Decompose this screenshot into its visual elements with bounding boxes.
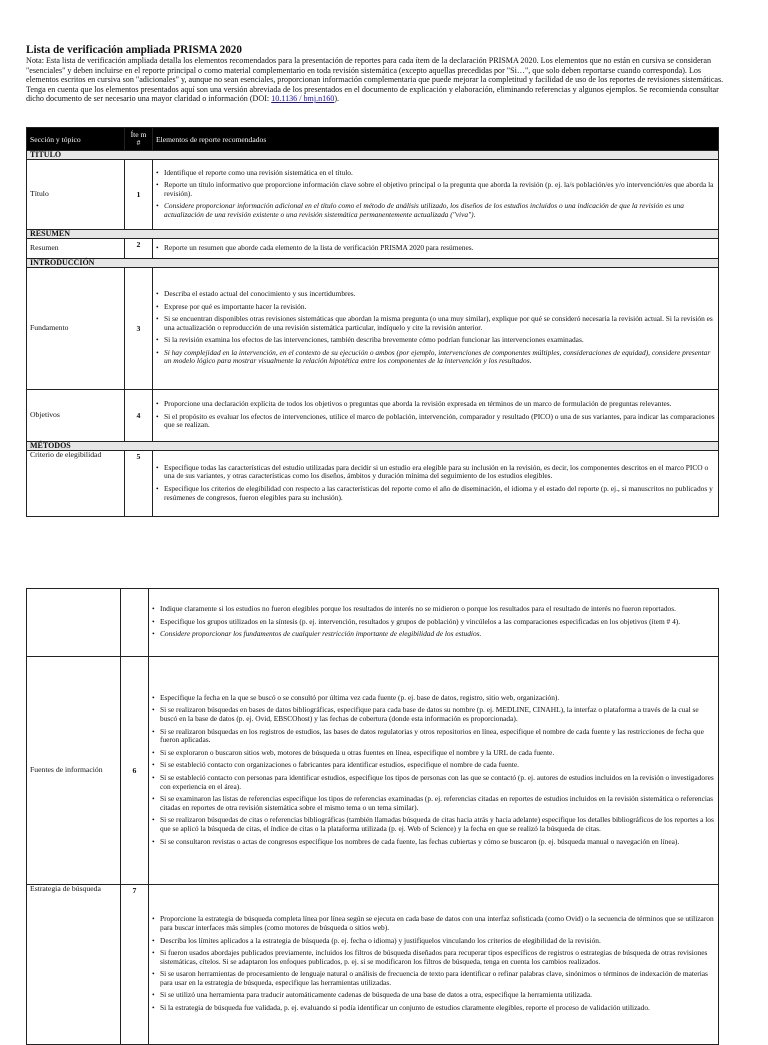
elements-list	[152, 911, 715, 1017]
list-item: • Si se utilizó una herramienta para traducir automáticamente cadenas de búsqueda de una base de datos a otra, especifique la herramienta utilizada.	[152, 991, 715, 1000]
elements-list	[152, 601, 715, 644]
item-number: 3	[125, 268, 153, 390]
list-item: • Si se exploraron o buscaron sitios web, motores de búsqueda u otras fuentes en línea, especifique el nombre y la URL de cada fuente.	[152, 749, 715, 758]
note-end: ).	[334, 94, 340, 104]
elements-list	[156, 396, 715, 435]
checklist-table-continued	[26, 588, 719, 1045]
list-item: • Si se examinaron las listas de referencias especifique los tipos de referencias examinadas (p. ej. referencias citadas en reportes de estudios incluidos en la revisión sistemática o referencias citadas en reportes de otra revisión sistemática sobre el mismo tema o un tema similar).	[152, 795, 715, 812]
item-number: 6	[121, 657, 149, 885]
section-row	[27, 259, 719, 268]
checklist-table	[26, 127, 719, 517]
section-row	[27, 151, 719, 160]
list-item: • Describa los límites aplicados a la estrategia de búsqueda (p. ej. fecha o idioma) y justifíquelos vinculando los criterios de elegibilidad de la revisión.	[152, 937, 715, 946]
document-page-2	[0, 545, 768, 1024]
list-item: • Identifique el reporte como una revisión sistemática en el título.	[156, 169, 715, 178]
list-item: • Si se usaron herramientas de procesamiento de lenguaje natural o análisis de frecuencia de texto para identificar o refinar palabras clave, sinónimos o términos de indexación de materias para usar en la estrategia de búsqueda, especifique las herramientas utilizadas.	[152, 970, 715, 987]
section-row	[27, 230, 719, 239]
document-title: Lista de verificación ampliada PRISMA 2020	[26, 44, 242, 56]
item-number	[121, 589, 149, 657]
list-item: • Indique claramente si los estudios no fueron elegibles porque los resultados de interés no se midieron o porque los resultados para el resultado de interés no fueron reportados.	[152, 605, 715, 614]
list-item: • Si se realizaron búsquedas de citas o referencias bibliográficas (también llamadas búsqueda de citas hacia atrás y hacia adelante) especifique los detalles bibliográficos de los reportes a los que se aplicó la búsqueda de citas, el índice de citas o la plataforma utilizada (p. ej. Web of Science) y la fecha en que se realizó la búsqueda de citas.	[152, 816, 715, 833]
elements-cell	[149, 657, 719, 885]
section-metodos: MÉTODOS	[27, 442, 719, 451]
note-text: Nota: Esta lista de verificación ampliada detalla los elementos recomendados para la presentación de reportes para cada ítem de la declaración PRISMA 2020. Los elementos que no están en cursiva se consideran "esenciales" y deben incluirse en el reporte principal o como material complementario en toda revisión sistemática (excepto aquellas precedidas por "Si…", que solo deben reportarse cuando corresponda). Los elementos escritos en cursiva son "adicionales" y, aunque no sean esenciales, proporcionan información complementaria que puede mejorar la completitud y facilidad de uso de los reportes de revisiones sistemáticas. Tenga en cuenta que los elementos presentados aquí son una versión abreviada de los presentados en el documento de explicación y elaboración, eliminando referencias y algunos ejemplos. Se recomienda consultar dicho documento de ser necesario una mayor claridad o información (DOI:	[26, 56, 724, 104]
section-introduccion: INTRODUCCIÓN	[27, 259, 719, 268]
col-header-section: Sección y tópico	[27, 128, 125, 151]
topic-cell: Título	[27, 160, 125, 230]
elements-list	[156, 240, 715, 258]
list-item: • Si se consultaron revistas o actas de congresos especifique los nombres de cada fuente, las fechas cubiertas y cómo se buscaron (p. ej. búsqueda manual o navegación en línea).	[152, 838, 715, 847]
elements-cell	[153, 239, 719, 259]
elements-list	[152, 690, 715, 851]
list-item: • Si la estrategia de búsqueda fue validada, p. ej. evaluando si podía identificar un conjunto de estudios claramente elegibles, reporte el proceso de validación utilizado.	[152, 1004, 715, 1013]
elements-list	[156, 165, 715, 225]
section-row	[27, 442, 719, 451]
elements-cell	[153, 451, 719, 517]
table-row	[27, 451, 719, 517]
col-header-item: Íte m #	[125, 128, 153, 151]
item-number: 1	[125, 160, 153, 230]
elements-cell	[153, 160, 719, 230]
table-header-row	[27, 128, 719, 151]
list-item: • Especifique los criterios de elegibilidad con respecto a las características del reporte como el año de diseminación, el idioma y el estado del reporte (p. ej., si manuscritos no publicados y resúmenes de congresos, fueron elegibles para su inclusión).	[156, 485, 715, 502]
list-item: • Considere proporcionar información adicional en el título como el método de análisis utilizado, los diseños de los estudios incluidos o una indicación de que la revisión es una actualización de una revisión existente o una revisión sistemática permanentemente actualizada ("viva").	[156, 202, 715, 219]
list-item: • Si se estableció contacto con organizaciones o fabricantes para identificar estudios, especifique el nombre de cada fuente.	[152, 761, 715, 770]
list-item: • Si se encuentran disponibles otras revisiones sistemáticas que abordan la misma pregunta (o una muy similar), explique por qué se consideró necesaria la revisión actual. Si la revisión es una actualización o reproducción de una revisión sistemática particular, indíquelo y cite la revisión anterior.	[156, 315, 715, 332]
table-row	[27, 268, 719, 390]
list-item: • Reporte un resumen que aborde cada elemento de la lista de verificación PRISMA 2020 para resúmenes.	[156, 244, 715, 253]
list-item: • Considere proporcionar los fundamentos de cualquier restricción importante de elegibilidad de los estudios.	[152, 630, 715, 639]
table-row	[27, 390, 719, 442]
list-item: • Especifique la fecha en la que se buscó o se consultó por última vez cada fuente (p. ej. base de datos, registro, sitio web, organización).	[152, 694, 715, 703]
list-item: • Describa el estado actual del conocimiento y sus incertidumbres.	[156, 290, 715, 299]
list-item: • Si se realizaron búsquedas en bases de datos bibliográficas, especifique para cada base de datos su nombre (p. ej. MEDLINE, CINAHL), la interfaz o plataforma a través de la cual se buscó en la base de datos (p. ej. Ovid, EBSCOhost) y las fechas de cobertura (donde esta información es proporcionada).	[152, 706, 715, 723]
item-number: 2	[125, 239, 153, 259]
table-row	[27, 885, 719, 1045]
elements-cell	[149, 885, 719, 1045]
list-item: • Si la revisión examina los efectos de las intervenciones, también describa brevemente cómo podrían funcionar las intervenciones examinadas.	[156, 336, 715, 345]
list-item: • Proporcione la estrategia de búsqueda completa línea por línea según se ejecuta en cada base de datos con una interfaz sofisticada (como Ovid) o la secuencia de términos que se utilizaron para buscar interfaces más simples (como motores de búsqueda o sitios web).	[152, 915, 715, 932]
list-item: • Especifique los grupos utilizados en la síntesis (p. ej. intervención, resultados y grupos de población) y vincúlelos a las comparaciones especificadas en los objetivos (ítem # 4).	[152, 618, 715, 627]
topic-cell: Resumen	[27, 239, 125, 259]
table-row	[27, 589, 719, 657]
elements-cell	[153, 268, 719, 390]
topic-cell: Criterio de elegibilidad	[27, 451, 125, 517]
list-item: • Si fueron usados abordajes publicados previamente, incluidos los filtros de búsqueda diseñados para recuperar tipos específicos de registros o estrategias de búsqueda de otras revisiones sistemáticas, cítelos. Si se adaptaron los enfoques publicados, p. ej. si se modificaron los filtros de búsqueda, tenga en cuenta los cambios realizados.	[152, 949, 715, 966]
elements-list	[156, 286, 715, 371]
list-item: • Si el propósito es evaluar los efectos de intervenciones, utilice el marco de población, intervención, comparador y resultado (PICO) o una de sus variantes, para indicar las comparaciones que se realizan.	[156, 413, 715, 430]
list-item: • Proporcione una declaración explícita de todos los objetivos o preguntas que aborda la revisión expresada en términos de un marco de formulación de preguntas relevantes.	[156, 400, 715, 409]
col-header-elements: Elementos de reporte recomendados	[153, 128, 719, 151]
topic-cell: Fundamento	[27, 268, 125, 390]
table-row	[27, 239, 719, 259]
topic-cell: Objetivos	[27, 390, 125, 442]
elements-cell	[149, 589, 719, 657]
list-item: • Exprese por qué es importante hacer la revisión.	[156, 303, 715, 312]
section-titulo: TÍTULO	[27, 151, 719, 160]
table-row	[27, 160, 719, 230]
topic-cell: Estrategia de búsqueda	[27, 885, 121, 1045]
item-number: 4	[125, 390, 153, 442]
explanatory-note	[26, 56, 726, 104]
doi-link[interactable]: 10.1136 / bmj.n160	[271, 94, 335, 104]
table-row	[27, 657, 719, 885]
list-item: • Especifique todas las características del estudio utilizadas para decidir si un estudio era elegible para su inclusión en la revisión, es decir, los componentes descritos en el marco PICO o una de sus variantes, y otras características como los diseños, ámbitos y duración mínima del seguimiento de los estudios elegibles.	[156, 464, 715, 481]
item-number: 7	[121, 885, 149, 1045]
elements-list	[156, 460, 715, 507]
list-item: • Si se estableció contacto con personas para identificar estudios, especifique los tipos de personas con las que se contactó (p. ej. autores de estudios incluidos en la revisión o investigadores con experiencia en el área).	[152, 774, 715, 791]
section-resumen: RESUMEN	[27, 230, 719, 239]
topic-cell	[27, 589, 121, 657]
elements-cell	[153, 390, 719, 442]
list-item: • Si hay complejidad en la intervención, en el contexto de su ejecución o ambos (por ejemplo, intervenciones de componentes múltiples, consideraciones de equidad), considere presentar un modelo lógico para mostrar visualmente la relación hipotética entre los componentes de la intervención y los resultados.	[156, 349, 715, 366]
list-item: • Si se realizaron búsquedas en los registros de estudios, las bases de datos regulatorias y otros repositorios en línea, especifique el nombre de cada fuente y las restricciones de fecha que fueron aplicadas.	[152, 728, 715, 745]
list-item: • Reporte un título informativo que proporcione información clave sobre el objetivo principal o la pregunta que aborda la revisión (p. ej. la/s población/es y/o intervención/es que aborda la revisión).	[156, 181, 715, 198]
topic-cell: Fuentes de información	[27, 657, 121, 885]
item-number: 5	[125, 451, 153, 517]
